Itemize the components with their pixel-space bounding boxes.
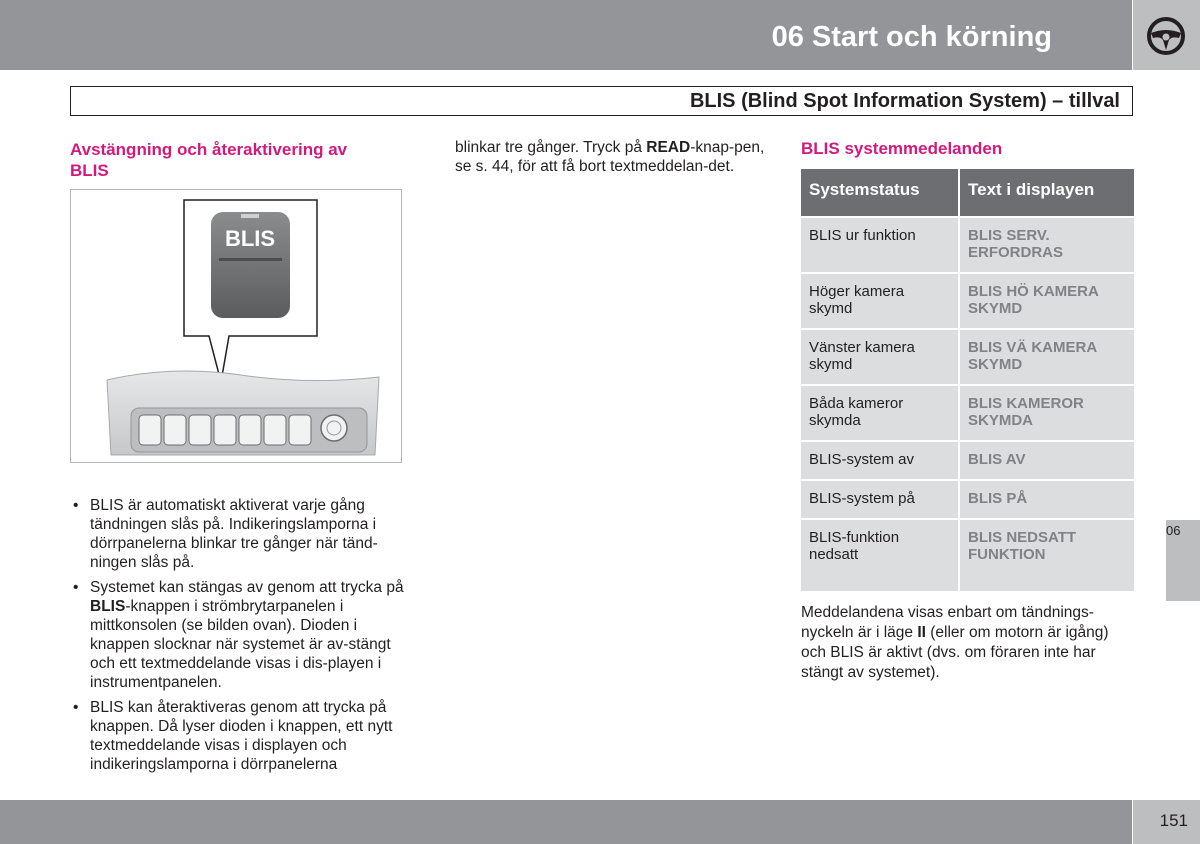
header-bar xyxy=(0,0,1132,70)
note-paragraph: Meddelandena visas enbart om tändnings-nyckeln är i läge II (eller om motorn är igång) och BLIS är aktivt (dvs. om föraren inte har stängt av systemet). xyxy=(801,604,1109,681)
section-title-bar xyxy=(70,86,1133,116)
table-row: Vänster kamera skymd BLIS VÄ KAMERA SKYMD xyxy=(801,329,1134,385)
blis-button-label: BLIS xyxy=(224,226,276,251)
table-row: Höger kamera skymd BLIS HÖ KAMERA SKYMD xyxy=(801,273,1134,329)
page-number-box xyxy=(1133,800,1200,844)
blis-button-figure xyxy=(70,189,402,463)
list-item: • Systemet kan stängas av genom att trycka på BLIS-knappen i strömbrytarpanelen i mittkonsolen (se bilden ovan). Dioden i knappen slocknar när systemet är av-stängt och ett textmeddelande visas i dis-playen i instrumentpanelen. xyxy=(70,578,405,692)
section-title: BLIS (Blind Spot Information System) – tillval xyxy=(689,90,1120,112)
table-header-display: Text i displayen xyxy=(959,169,1134,217)
table-row: BLIS-system av BLIS AV xyxy=(801,441,1134,480)
table-row: BLIS ur funktion BLIS SERV. ERFORDRAS xyxy=(801,217,1134,273)
right-heading: BLIS systemmedelanden xyxy=(801,139,1003,158)
console-illustration xyxy=(71,190,401,462)
steering-wheel-icon xyxy=(1145,16,1187,56)
continuation-paragraph: blinkar tre gånger. Tryck på READ-knap-pen, se s. 44, för att få bort textmeddelan-det. xyxy=(455,139,765,175)
side-tab-label: 06 xyxy=(1166,523,1181,538)
table-row: BLIS-funktion nedsatt BLIS NEDSATT FUNKTION xyxy=(801,519,1134,591)
chapter-side-tab xyxy=(1166,520,1200,601)
table-header-status: Systemstatus xyxy=(801,169,959,217)
footer-bar xyxy=(0,800,1132,844)
left-heading: Avstängning och återaktivering av BLIS xyxy=(70,140,348,180)
bullet-list xyxy=(70,496,405,780)
chapter-icon-box xyxy=(1133,0,1200,70)
list-item: • BLIS kan återaktiveras genom att trycka på knappen. Då lyser dioden i knappen, ett nytt textmeddelande visas i displayen och indikeringslamporna i dörrpanelerna xyxy=(70,698,405,774)
list-item: • BLIS är automatiskt aktiverat varje gång tändningen slås på. Indikeringslamporna i dörrpanelerna blinkar tre gånger när tänd-ningen slås på. xyxy=(70,496,405,572)
chapter-title: 06 Start och körning xyxy=(771,21,1052,53)
system-messages-table xyxy=(801,169,1134,591)
table-row: Båda kameror skymda BLIS KAMEROR SKYMDA xyxy=(801,385,1134,441)
table-row: BLIS-system på BLIS PÅ xyxy=(801,480,1134,519)
page-number: 151 xyxy=(1159,811,1188,830)
